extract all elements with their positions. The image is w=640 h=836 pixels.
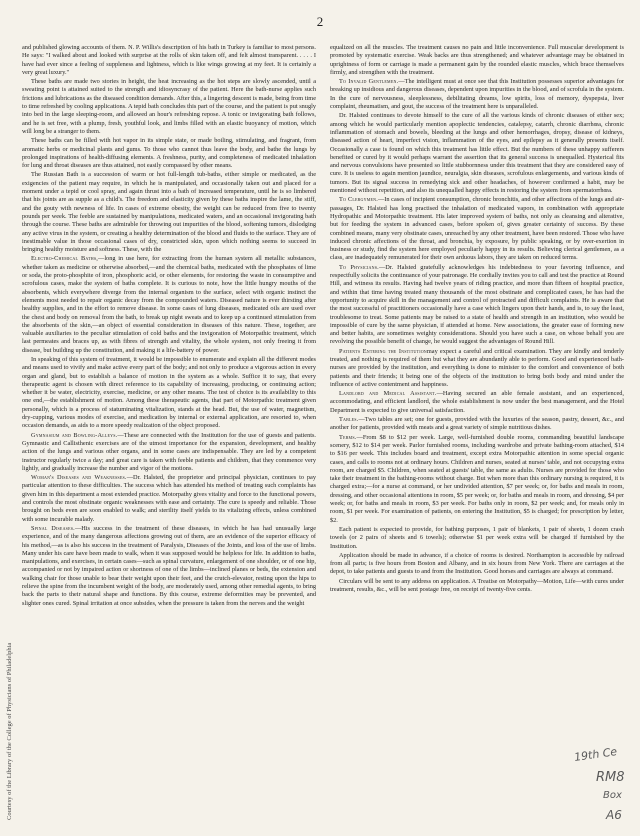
- paragraph: [22, 78, 316, 136]
- paragraph-text: —In cases of incipient consumption, chronic bronchitis, and other affections of the lungs and air-passages, Dr. Halsted has long practised the inhalation of medicated vapors, in combination with appropriate Hydropathic and Motorpathic treatment. His later improved system of baths, not only as cleansing and alterative, but for feeding the system in advanced cases, before spoken of, gives greater certainty of success. By these combined means, many very obstinate cases, unreached by any other treatment, have been restored. Those who have induced chronic affections of the throat, and bronchia, by exposure, by public speaking, or by over-exertion in business or study, find the system here employed peculiarly happy in its results. Believing clerical gentlemen, as a class, are inadequately remunerated for their own arduous labors, they are taken on reduced terms.: [330, 196, 624, 262]
- paragraph: [330, 526, 624, 551]
- paragraph-text: In speaking of this system of treatment, it would be impossible to enumerate and explain all the different modes and means used to vivify and make active every part of the body; and not only to produce a vigorous action in every organ and gland, but to establish a balance of motion in the system as a whole. Suffice it to say, that every therapeutic agent is chosen with direct reference to its capability of increasing, producing, or continuing action; whether it be water, electricity, exercise, medicine, or any other means. The test of choice is its availability to this one end,—the establishment of motion. Among these therapeutic agents, that part of Motorpathic treatment given personally, which is a process of statuminating vitalization, stands at the head. But, the use of water, magnetism, dry-cupping, various modes of exercise, and medication by internal or external application, are resorted to, when occasion demands, as aids to a more speedy realization of the object proposed.: [22, 355, 316, 430]
- paragraph-text: equalized on all the muscles. The treatment causes no pain and little inconvenience. Full muscular development is promoted by systematic exercise. Weak backs are thus strengthened; and whatever advantage may be obtained in uprightness of form or carriage is made a permanent gain by the rounded elastic muscles, which brace themselves firmly, and strengthen with the treatment.: [330, 44, 624, 76]
- paragraph: [330, 112, 624, 195]
- paragraph: [330, 264, 624, 347]
- paragraph: [330, 578, 624, 595]
- paragraph: [330, 348, 624, 389]
- paragraph-text: These baths can be filled with hot vapor in its simple state, or made boiling, stimulating, and fragrant, from aromatic herbs or medicinal plants and gums. To those who cannot thus leave the body, and bathe the lungs by prolonged inspirations of health-diffusing elements. A freshness, purity, and completeness of medicated inhalation for lung and throat diseases are thus attained, not easily compassed by other means.: [22, 137, 316, 170]
- left-column: [22, 44, 316, 609]
- section-heading: To Physicians.: [339, 263, 379, 271]
- paragraph: [22, 171, 316, 254]
- paragraph-text: —Dr. Halsted gratefully acknowledges his indebtedness to your favoring influence, and respectfully solicits the continuance of your patronage. He cordially invites you to call and test the practice at Round Hill, and witness its results. Having had twelve years of riding practice, and more than fifteen of hospital practice, and within that time having treated many thousands of the most obstinate and complicated cases, he has had the opportunity to acquire skill in the management and control of protracted and difficult complaints. He is aware that the most successful of practitioners occasionally have a case which lingers upon their hands, and is, to say the least, troublesome to treat. Some patients may be raised to a state of health and strength in an institution, who would be impossible of cure by the same physician, if attended at home. New associations, the greater ease of forming new and better habits, are sometimes weighty considerations. Should you have such a case, on whose behalf you are revolving the possible benefit of change, he would suggest the advantages of Round Hill.: [330, 263, 625, 346]
- section-heading: Woman's Diseases and Weaknesses.: [31, 474, 127, 482]
- paragraph: [22, 44, 316, 77]
- paragraph-text: —Having secured an able female assistant, and an experienced, accommodating, and efficient landlord, the whole establishment is now under the best management, and the Hotel Department is expected to give universal satisfaction.: [330, 390, 624, 414]
- handwritten-note-3: Box: [603, 790, 622, 801]
- paragraph-text: and published glowing accounts of them. N. P. Willis's description of his bath in Turkey is familiar to most persons. He says: "I walked about and looked with surprise at the rolls of skin taken off, and felt almost transparent. . . . . I have had ever since a feeling of suppleness and lightness, which is like wings growing at my feet. It is certainly a very great luxury.": [22, 44, 316, 76]
- paragraph-text: —Dr. Halsted, the proprietor and principal physician, continues to pay particular attention to these difficulties. The success which has attended his method of treating such complaints has given him in this department a most extended practice. Motorpathy gives vitality and force to the functional powers, and controls the most obstinate organic weaknesses with ease and certainty. The cure is speedy and reliable. Those brought on beds even are soon enabled to walk; and sterility itself yields to its vitalizing effects, unless combined with some incurable malady.: [22, 474, 317, 523]
- section-heading: Terms.: [339, 433, 357, 441]
- paragraph: [330, 434, 624, 525]
- paragraph: [22, 137, 316, 170]
- paragraph-text: —long in use here, for extracting from the human system all metallic substances, whether taken as medicine or otherwise absorbed,—and the chemical baths, medicated with the phosphates of lime or soda, the proto-phosphite of iron, phosphoric acid, or other elements, for restoring the waste in consumptive and scrofulous cases, make the system of baths complete. It is curious to note, how the little hungry mouths of the absorbents, which everywhere diverge from the internal organism to the surface, select with organic instinct the elements most needed to repair organic decay from the compounded waters. Diseased nature is ever thirsting after healthy supplies, and in the effort to remove disease. In some cases of lung diseases, medicated oils are used over the chest and body on removal from the bath, to break up night sweats and to keep up a continued stimulation from the absorbents of the skin,—an object of essential consideration in diseases of this nature. These, together, are valuable auxiliaries to the peculiar stimulation of cold baths and the invigoration of Motorpathic treatment, which last permeates and braces up, as with fibres of strength and vitality, the whole system, not only freeing it from disease, but building up the constitution, and making it a life-battery of power.: [22, 255, 316, 354]
- paragraph: [330, 44, 624, 77]
- paragraph: [22, 474, 316, 524]
- section-heading: Patients Entering the Institution: [339, 347, 427, 355]
- paragraph-text: Dr. Halsted continues to devote himself to the cure of all the various kinds of chronic diseases of either sex; among which he would particularly mention apoplectic tendencies, catalepsy, catarrh, chronic diarrhœa, chronic inflammation of stomach and bowels, bleeding at the lungs and other hemorrhages, dropsy, disease of kidneys, diseased action of heart, imperfect vision, inflammation of the eyes, and epilepsy as it generally presents itself. Occasionally a case is found on which this treatment has little effect. But the numbers of these unhappy sufferers benefited or cured by it would perhaps warrant the assertion that its general success is unequalled. Hysterical fits and nervous convulsions have presented so little stubbornness under this treatment that they are considered easy of cure. It is useless to again mention jaundice, neuralgia, skin diseases, scrofulous enlargements, and various kinds of tumors. But its signal success in remedying sick and other headaches, of however confirmed a habit, may be mentioned without repetition, and also its unequalled happy effects in restoring the system from spermatorrhœa.: [330, 112, 624, 195]
- section-heading: Spinal Diseases.: [31, 524, 75, 532]
- paragraph-text: —Two tables are set; one for guests, provided with the luxuries of the season, pastry, dessert, &c., and another for patients, provided with meats and a great variety of simple nutritious dishes.: [330, 416, 624, 432]
- handwritten-note-1: 19th Ce: [573, 745, 618, 764]
- handwritten-note-2: RM8: [596, 770, 625, 785]
- paragraph-text: These baths are made two stories in height, the heat increasing as the hot steps are slowly ascended, until a sweating point is attained suited to the strength and idiosyncrasy of the patient. Here the bath-nurse applies such frictions and lubrications as the diseased condition demands. After this, a lingering descent is made, being from time to time refreshed by cooling applications. A tepid bath concludes this part of the course, and the patient is put snugly into bed in the large sleeping-room, and allowed an hour's refreshing repose. A tonic or invigorating bath follows, and he is set free, with a plump, fresh, youthful look, and limbs filled with an elastic buoyancy of motion, which will long be a stranger to them.: [22, 78, 316, 135]
- paragraph-text: Each patient is expected to provide, for bathing purposes, 1 pair of blankets, 1 pair of sheets, 1 dozen crash towels (or 2 pairs of sheets and 6 towels); otherwise $1 per week extra will be charged if furnished by the Institution.: [330, 525, 624, 550]
- paragraph: [22, 356, 316, 431]
- paragraph-text: —These are connected with the Institution for the use of guests and patients. Gymnastic and Callisthenic exercises are of the utmost importance for the expansion, development, and healthy action of the lungs and various other organs, and in some cases are indispensable. They are led by a competent instructor regularly twice a day; and great care is taken with feeble patients and children, that they commence very lightly, and gradually increase the number and vigor of the motions.: [22, 431, 316, 472]
- paragraph-text: —The intelligent must at once see that this Institution possesses superior advantages for breaking up insidious and dangerous diseases, dependent upon impurities in the blood, and of scrofula in the system. In the cure of nervousness, sleeplessness, debilitating dreams, low spirits, loss of memory, dyspepsia, liver complaint, rheumatism, and gout, the success of the treatment here is unparalleled.: [330, 78, 624, 111]
- paragraph-text: Application should be made in advance, if a choice of rooms is desired. Northampton is accessible by railroad from all parts; is five hours from Boston and Albany, and in six hours from New York. There are carriages at the depot, to take patients and guests to and from the Institution. Good horses and carriages are always at command.: [330, 551, 624, 576]
- page-number: 2: [316, 14, 324, 29]
- section-heading: Landlord and Medical Assistant.: [339, 390, 437, 398]
- paragraph: [330, 78, 624, 111]
- paragraph: [330, 416, 624, 433]
- paragraph: [330, 552, 624, 577]
- paragraph-text: may expect a careful and critical examination. They are kindly and tenderly treated, and nothing is required of them but what they are abundantly able to perform. Good and experienced bath-nurses are provided by the institution, and everything is done to minister to the comfort and convenience of both patients and their friends; it being one of the objects of the institution to bring both body and mind under the influence of active contentment and happiness.: [330, 347, 624, 388]
- paragraph: [330, 196, 624, 262]
- margin-note: Courtesy of the Library of the College of Physicians of Philadelphia: [6, 642, 13, 820]
- paragraph: [22, 525, 316, 608]
- paragraph-text: —From $8 to $12 per week. Large, well-furnished double rooms, commanding beautiful landscape scenery, $12 to $14 per week. Parlor furnished rooms, including wardrobe and private bathing-room attached, $14 to $16 per week. This includes board and treatment, except extra Motorpathic attention in some special organic cases, and calls to rooms not at ordinary hours. Children and nurses, seated at nurses' table, and not occupying extra room, are charged $5. Children, when seated at guests' table, the same as adults. Nurses are provided for those who take their treatment in the bathing-rooms without charge. But when more than this ordinary nursing is required, it is charged extra;—for a nurse at command, or her undivided attention, $7 per week; or, for baths and meals in room, dressing, and other occasional attentions in room, $5 per week; or, for baths and meals in room, and dressing, $4 per week; or, for baths and meals in room, $3 per week. For baths only in room, $2 per week; and, for meals only in room, $1 per week. For examination of patients, on entering the Institution, $5 is charged; for prescription by letter, $2.: [330, 433, 624, 524]
- paragraph-text: The Russian Bath is a succession of warm or hot full-length tub-baths, either simple or medicated, as the exigencies of the patient may require, in which he is manipulated, and occasionally taken out and placed for a moment under a tepid or cool spray, and again thrust into a bath of increased temperature, until he is so limbered that his joints are as supple as a child's. The freedom and elasticity given by these baths inspire the lame, the stiff, and the gouty with newness of life. In cases of extreme obesity, the weight can be reduced from five to twenty pounds per week. The feeble are sustained by manipulations, medicated waters, and an occasional invigorating bath through the course. These baths are admirable for throwing out impurities of the blood, softening tumors, dislodging any active virus in the system, or creating a healthy determination of the blood and fluids to the surface. They are of inestimable value in those occasional cases of dry, constricted skin, upon which nothing seems to succeed in bringing healthy moisture and softness. These, with the: [22, 171, 316, 254]
- section-heading: Tables.: [339, 416, 359, 424]
- paragraph-text: Circulars will be sent to any address on application. A Treatise on Motorpathy—Motion, Life—with cures under treatment, results, &c., will be sent postage free, on receipt of twenty-five cents.: [330, 577, 624, 593]
- section-heading: Electro-Chemical Baths,: [31, 255, 99, 263]
- section-heading: To Invalid Gentlemen.: [339, 78, 399, 86]
- handwritten-note-4: A6: [606, 808, 622, 822]
- paragraph-text: —His success in the treatment of these diseases, in which he has had unusually large experience, and of the many dangerous affections growing out of them, are an evidence of the superior efficacy of his method,—as is also his success in the treatment of Paralysis, Diseases of the Joints, and loss of the use of limbs. Many under his care have been made to walk, when it was supposed would be helpless for life. In addition to baths, manipulations, and exercises, in certain cases—such as spinal curvature, enlargement of one shoulder, or of one hip, accompanied or not by impaired action or shortness of one of the limbs—inclined planes or beds, the extension and walking chair for those unable to bear their weight upon their feet, and the crutch-elevator, resting upon the hips to relieve the spine from the incumbent weight of the body, are moderately used, among other remedial agents, to bring back the parts to their natural shape and functions. By this course, extreme deformities may be prevented, and slighter ones cured. Spinal irritation at once subsides, when the pressure is taken from the nerves and the weight: [22, 524, 316, 607]
- paragraph: [330, 390, 624, 415]
- paragraph: [22, 255, 316, 355]
- paragraph: [22, 432, 316, 473]
- section-heading: Gymnasium and Bowling-Alleys.: [31, 431, 118, 439]
- section-heading: To Clergymen.: [339, 196, 378, 204]
- right-column: [330, 44, 624, 595]
